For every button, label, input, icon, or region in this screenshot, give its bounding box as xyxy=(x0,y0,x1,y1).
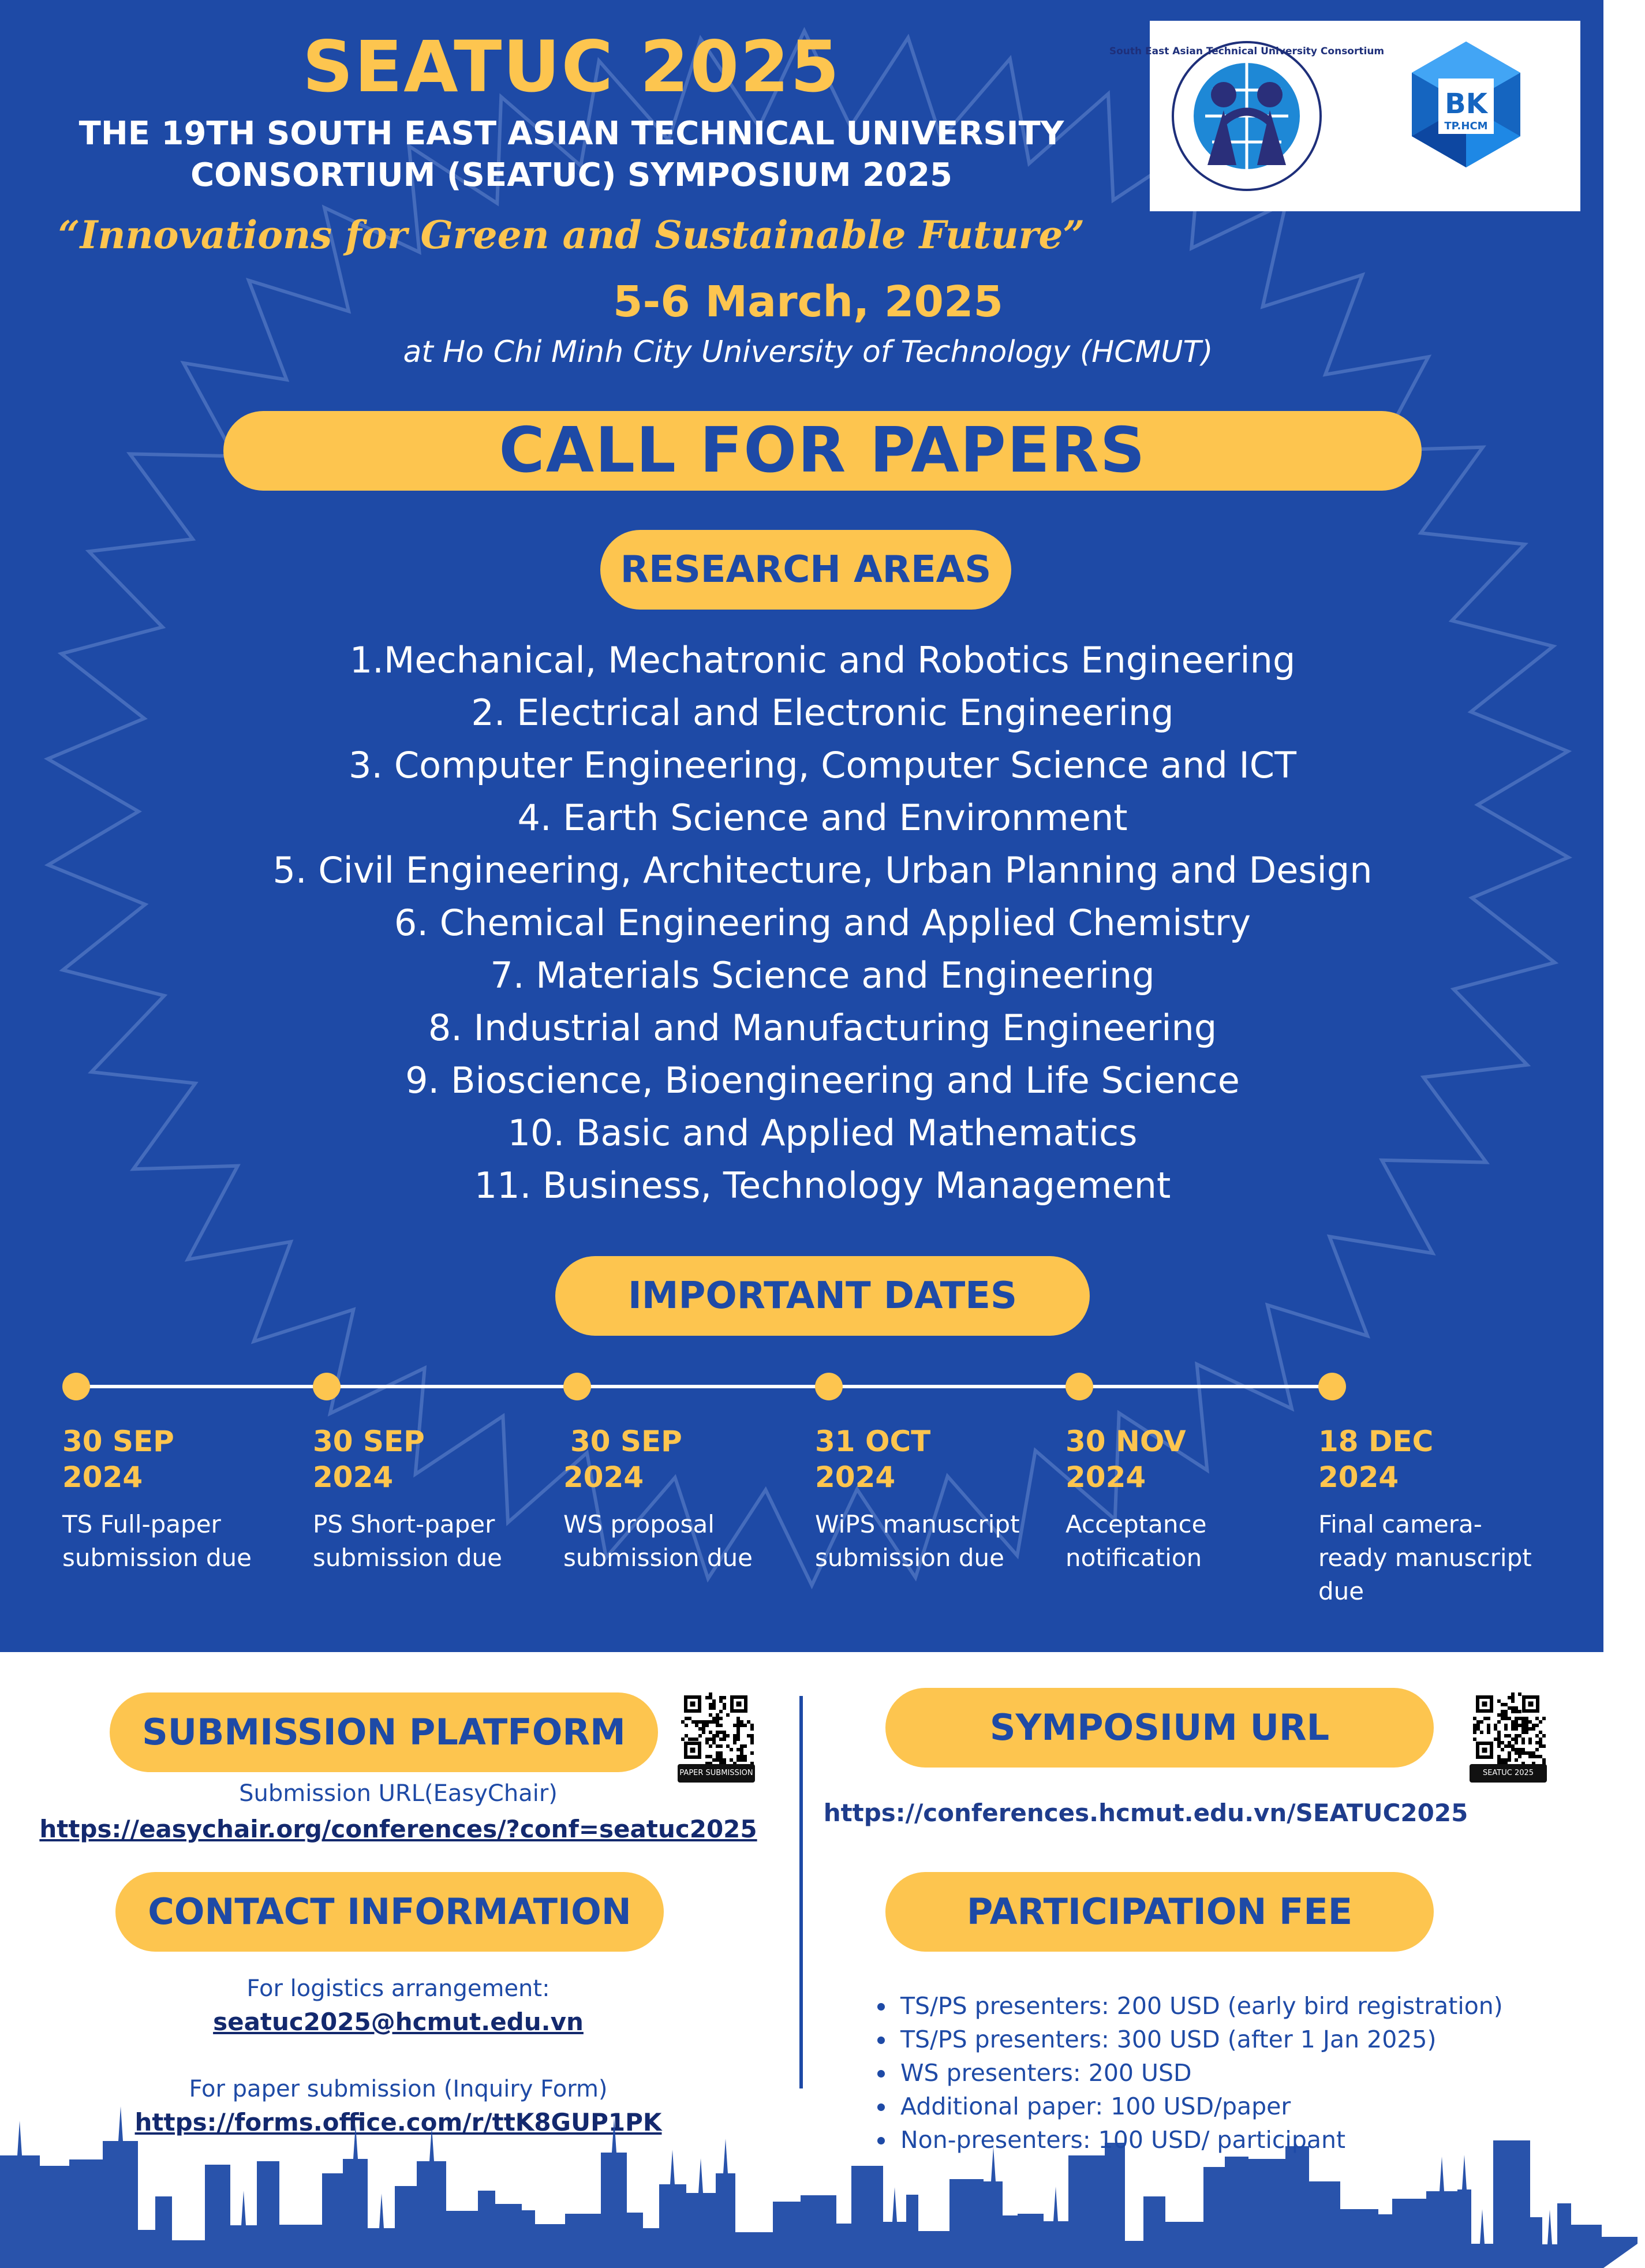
timeline-dot xyxy=(563,1373,591,1400)
timeline-line xyxy=(74,1385,1334,1388)
logos-graphic xyxy=(1109,21,1580,211)
contact-email-link[interactable]: seatuc2025@hcmut.edu.vn xyxy=(213,2008,584,2036)
submission-qr-code[interactable] xyxy=(681,1692,750,1762)
timeline-date-year: 2024 xyxy=(1065,1460,1146,1494)
timeline-desc-line: due xyxy=(1318,1577,1364,1605)
subtitle-line-1: THE 19TH SOUTH EAST ASIAN TECHNICAL UNIVERSITY xyxy=(78,115,1064,152)
submission-url-label: Submission URL(EasyChair) xyxy=(239,1780,558,1807)
symposium-url-link[interactable]: https://conferences.hcmut.edu.vn/SEATUC2025 xyxy=(823,1799,1468,1827)
timeline-desc-line: notification xyxy=(1065,1544,1202,1572)
fee-item: • TS/PS presenters: 300 USD (after 1 Jan 2025) xyxy=(896,2023,1503,2056)
timeline-desc-line: Acceptance xyxy=(1065,1510,1207,1538)
research-area-item: 9. Bioscience, Bioengineering and Life Science xyxy=(405,1059,1240,1101)
fee-item: • WS presenters: 200 USD xyxy=(896,2056,1503,2090)
timeline-date-day: 30 SEP xyxy=(62,1425,174,1458)
timeline-desc-line: PS Short-paper xyxy=(313,1510,495,1538)
timeline-description xyxy=(1065,1508,1285,1575)
timeline-description xyxy=(563,1508,783,1575)
subtitle-line-2: CONSORTIUM (SEATUC) SYMPOSIUM 2025 xyxy=(190,156,952,194)
logo-panel xyxy=(1109,21,1580,211)
research-area-item: 10. Basic and Applied Mathematics xyxy=(507,1112,1138,1154)
timeline-date xyxy=(815,1423,1023,1495)
timeline-date-year: 2024 xyxy=(313,1460,394,1494)
fee-item: • TS/PS presenters: 200 USD (early bird registration) xyxy=(896,1989,1503,2023)
symposium-qr-label: SEATUC 2025 HCMUT xyxy=(1470,1764,1547,1783)
research-area-item: 1.Mechanical, Mechatronic and Robotics Engineering xyxy=(349,639,1296,681)
timeline-date-year: 2024 xyxy=(563,1460,644,1494)
research-area-item: 4. Earth Science and Environment xyxy=(517,797,1128,839)
submission-qr-label: PAPER SUBMISSION xyxy=(678,1764,755,1783)
bk-logo-text: BK xyxy=(1445,88,1487,120)
timeline-desc-line: ready manuscript xyxy=(1318,1544,1532,1572)
research-area-item: 2. Electrical and Electronic Engineering xyxy=(471,692,1174,734)
timeline-date-day: 31 OCT xyxy=(815,1425,931,1458)
timeline-description xyxy=(1318,1508,1538,1608)
research-area-item: 3. Computer Engineering, Computer Science and ICT xyxy=(349,744,1296,786)
inquiry-form-link[interactable]: https://forms.office.com/r/ttK8GUP1PK xyxy=(134,2108,662,2136)
city-skyline-decoration xyxy=(0,2078,1603,2268)
fee-item: • Additional paper: 100 USD/paper xyxy=(896,2090,1503,2123)
contact-information-heading: CONTACT INFORMATION xyxy=(115,1872,664,1952)
timeline-description xyxy=(815,1508,1034,1575)
timeline-date xyxy=(563,1423,771,1495)
timeline-desc-line: WiPS manuscript xyxy=(815,1510,1020,1538)
timeline-dot xyxy=(1065,1373,1093,1400)
bk-logo-subtext: TP.HCM xyxy=(1444,120,1488,132)
timeline-date-day: 30 SEP xyxy=(313,1425,425,1458)
bk-logo xyxy=(1412,42,1520,167)
timeline-date-year: 2024 xyxy=(1318,1460,1399,1494)
symposium-url-heading: SYMPOSIUM URL xyxy=(885,1688,1434,1768)
timeline-date-day: 30 SEP xyxy=(570,1425,682,1458)
poster-title: SEATUC 2025 xyxy=(302,26,840,108)
timeline-date-year: 2024 xyxy=(815,1460,896,1494)
research-area-item: 8. Industrial and Manufacturing Engineering xyxy=(428,1007,1217,1049)
timeline-dot xyxy=(62,1373,90,1400)
timeline-dot xyxy=(1318,1373,1346,1400)
timeline-date-day: 18 DEC xyxy=(1318,1425,1434,1458)
participation-fee-heading: PARTICIPATION FEE xyxy=(885,1872,1434,1952)
timeline-date xyxy=(313,1423,521,1495)
event-venue: at Ho Chi Minh City University of Technology (HCMUT) xyxy=(403,335,1213,369)
timeline-date-year: 2024 xyxy=(62,1460,143,1494)
timeline-date xyxy=(1065,1423,1273,1495)
research-area-item: 7. Materials Science and Engineering xyxy=(490,954,1155,996)
timeline-dot xyxy=(815,1373,843,1400)
seatuc-logo-text: South East Asian Technical University Consortium xyxy=(1109,46,1385,57)
timeline-description xyxy=(313,1508,532,1575)
research-areas-heading: RESEARCH AREAS xyxy=(600,530,1011,610)
logistics-label: For logistics arrangement: xyxy=(246,1975,550,2002)
submission-platform-heading: SUBMISSION PLATFORM xyxy=(110,1692,658,1772)
column-divider xyxy=(799,1696,803,2088)
research-areas-list xyxy=(0,634,1645,1212)
important-dates-heading: IMPORTANT DATES xyxy=(555,1256,1090,1336)
event-dates: 5-6 March, 2025 xyxy=(613,277,1003,327)
seatuc-logo xyxy=(1109,42,1384,190)
timeline-date-day: 30 NOV xyxy=(1065,1425,1186,1458)
research-area-item: 5. Civil Engineering, Architecture, Urban Planning and Design xyxy=(272,849,1373,891)
research-area-item: 6. Chemical Engineering and Applied Chemistry xyxy=(394,902,1251,944)
timeline-date xyxy=(62,1423,270,1495)
timeline-description xyxy=(62,1508,282,1575)
timeline-desc-line: submission due xyxy=(815,1544,1004,1572)
timeline-dot xyxy=(313,1373,341,1400)
fee-item: • Non-presenters: 100 USD/ participant xyxy=(896,2123,1503,2157)
timeline-date xyxy=(1318,1423,1526,1495)
timeline-desc-line: TS Full-paper xyxy=(62,1510,221,1538)
symposium-subtitle xyxy=(0,113,1143,196)
timeline-desc-line: WS proposal xyxy=(563,1510,715,1538)
submission-url-link[interactable]: https://easychair.org/conferences/?conf=seatuc2025 xyxy=(39,1815,757,1843)
inquiry-label: For paper submission (Inquiry Form) xyxy=(189,2076,608,2102)
timeline-desc-line: Final camera- xyxy=(1318,1510,1482,1538)
research-area-item: 11. Business, Technology Management xyxy=(474,1164,1171,1206)
slogan: “Innovations for Green and Sustainable Future” xyxy=(58,212,1085,257)
symposium-qr-code[interactable] xyxy=(1473,1692,1542,1762)
timeline-desc-line: submission due xyxy=(313,1544,502,1572)
call-for-papers-banner: CALL FOR PAPERS xyxy=(223,411,1422,491)
timeline-desc-line: submission due xyxy=(563,1544,753,1572)
timeline-desc-line: submission due xyxy=(62,1544,252,1572)
